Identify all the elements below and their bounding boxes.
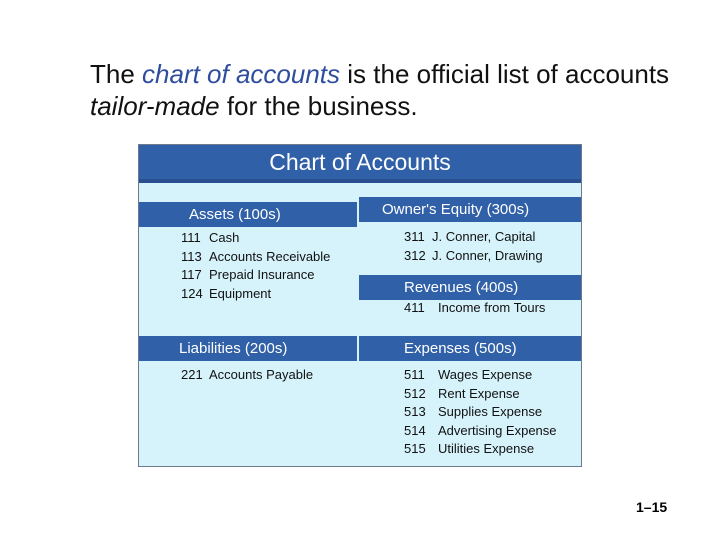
account-name: Supplies Expense xyxy=(438,404,543,419)
intro-part-2: is the official list of accounts xyxy=(340,59,670,89)
account-code: 113 xyxy=(181,248,202,264)
list-item xyxy=(404,385,520,404)
list-item xyxy=(404,299,545,318)
revenues-header: Revenues (400s) xyxy=(359,275,581,300)
slide-number: 1–15 xyxy=(636,499,668,515)
list-item xyxy=(181,248,330,267)
list-item xyxy=(404,228,535,247)
owners-equity-header: Owner's Equity (300s) xyxy=(359,197,581,222)
title-divider xyxy=(139,179,581,183)
account-name: Advertising Expense xyxy=(438,422,557,438)
account-code: 411 xyxy=(404,300,425,315)
account-code: 111 xyxy=(181,230,201,245)
chart-of-accounts-card xyxy=(138,144,582,467)
account-name: J. Conner, Capital xyxy=(432,229,536,244)
intro-term: chart of accounts xyxy=(142,59,341,89)
account-code: 512 xyxy=(404,385,426,401)
account-name: Wages Expense xyxy=(438,367,533,382)
account-name: Income from Tours xyxy=(438,300,546,315)
liabilities-header: Liabilities (200s) xyxy=(139,336,357,361)
account-code: 513 xyxy=(404,404,426,419)
account-name: J. Conner, Drawing xyxy=(432,247,543,263)
card-title: Chart of Accounts xyxy=(139,145,581,179)
intro-part-3: for the business. xyxy=(219,91,418,121)
account-code: 515 xyxy=(404,441,426,456)
account-name: Accounts Payable xyxy=(209,367,314,382)
list-item xyxy=(404,247,543,266)
list-item xyxy=(404,403,542,422)
account-name: Cash xyxy=(209,230,240,245)
intro-part-1: The xyxy=(90,59,143,89)
list-item xyxy=(181,366,313,385)
intro-emphasis: tailor-made xyxy=(90,91,220,121)
list-item xyxy=(181,229,239,248)
account-code: 511 xyxy=(404,367,425,382)
list-item xyxy=(181,285,271,304)
intro-text xyxy=(90,58,690,122)
account-name: Prepaid Insurance xyxy=(209,267,315,282)
account-name: Equipment xyxy=(209,285,272,301)
account-code: 117 xyxy=(181,267,202,282)
list-item xyxy=(181,266,315,285)
account-name: Accounts Receivable xyxy=(209,248,331,264)
account-name: Utilities Expense xyxy=(438,441,535,456)
account-code: 312 xyxy=(404,247,426,263)
assets-header: Assets (100s) xyxy=(139,202,357,227)
account-code: 311 xyxy=(404,229,425,244)
account-code: 514 xyxy=(404,422,426,438)
list-item xyxy=(404,422,557,441)
account-code: 124 xyxy=(181,285,203,301)
list-item xyxy=(404,440,534,459)
list-item xyxy=(404,366,532,385)
account-name: Rent Expense xyxy=(438,385,520,401)
expenses-header: Expenses (500s) xyxy=(359,336,581,361)
account-code: 221 xyxy=(181,367,203,382)
